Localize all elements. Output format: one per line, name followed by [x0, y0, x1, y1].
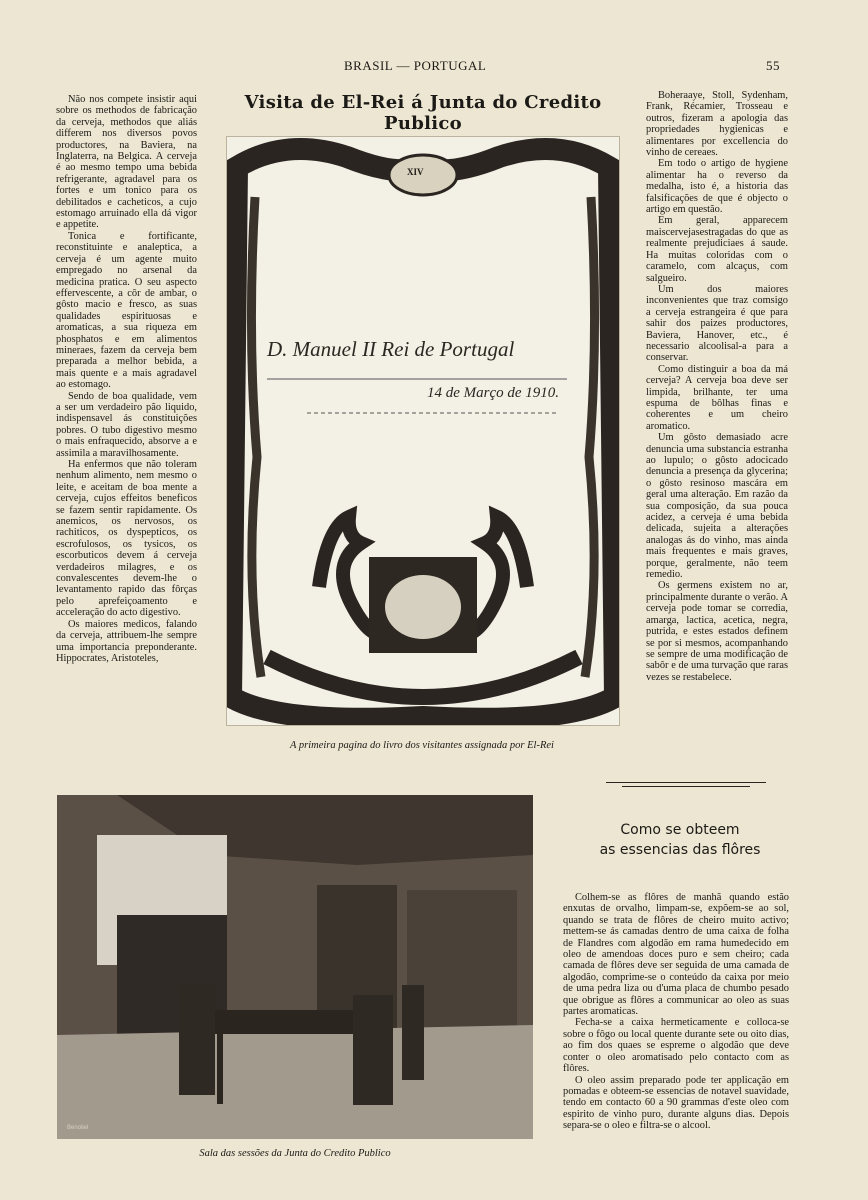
roman-numeral: XIV [407, 167, 424, 177]
flowers-paragraph: Colhem-se as flôres de manhã quando estão enxutas de orvalho, limpam-se, expõem-se ao sol, quando se trata de flôres de cheiro muito activo; mettem-se ás camadas dentro de uma caixa de folha de Flandres com algodão em rama humedecido em oleo de amendoas doces puro e sem cheiro; cada camada de flôres deve ser seguida de uma camada de algodão, comprime-se o conteúdo da caixa por meio de uma pedra liza ou d'uma placa de chumbo pesado que obrigue as flôres a communicar ao oleo as suas partes aromaticas. [563, 892, 789, 1018]
photographer-mark: Benoliel [67, 1125, 89, 1131]
session-room-caption: Sala das sessões da Junta do Credito Publico [199, 1148, 391, 1159]
left-paragraph: Sendo de boa qualidade, vem a ser um verdadeiro pão liquido, indispensavel ás constituições pobres. O tubo digestivo mesmo o mais enfraquecido, absorve a e assimila a maravilhosamente. [56, 390, 197, 459]
session-room-photo [57, 795, 533, 1139]
flowers-title-line: Como se obteem [620, 822, 740, 838]
floor [57, 1025, 533, 1139]
flowers-text [563, 892, 789, 1132]
article-headline: Visita de El-Rei á Junta do Credito Publico [244, 92, 602, 134]
chair [179, 985, 215, 1095]
left-column [56, 94, 197, 664]
page-number: 55 [766, 58, 780, 73]
shield-medallion [385, 575, 461, 639]
frame-scroll-right [585, 197, 595, 677]
signature-date: 14 de Março de 1910. [427, 385, 560, 401]
ornamental-frame-illustration [227, 137, 619, 725]
divider-rule [606, 782, 766, 783]
frame-scroll-left [251, 197, 261, 677]
right-paragraph: Um dos maiores inconvenientes que traz comsigo a cerveja estrangeira é que para sahir dos paizes productores, Baviera, Hanover, etc., é necessario alcoolisal-a para a conservar. [646, 283, 788, 364]
left-paragraph: Os maiores medicos, falando da cerveja, attribuem-lhe sempre uma importancia preponderante. Hippocrates, Aristoteles, [56, 618, 197, 664]
table-leg [217, 1034, 223, 1104]
visitor-book-caption: A primeira pagina do livro dos visitantes assignada por El-Rei [290, 740, 554, 751]
session-room-illustration [57, 795, 533, 1139]
left-paragraph: Tonica e fortificante, reconstituinte e analeptica, a cerveja é um agente muito empregado no arsenal da medicina pratica. O seu aspecto effervescente, a côr de ambar, o gôsto macio e fresco, as suas qualidades espirituosas e aromaticas, a sua riqueza em phosphatos e em alimentos mineraes, fazem da cerveja bem preparada a melhor bebida, a mais quente e a mais agradavel ao estomago. [56, 230, 197, 391]
visitor-book-photo [226, 136, 620, 726]
right-paragraph: Boheraaye, Stoll, Sydenham, Frank, Récamier, Trosseau e outros, fizeram a apologia das propriedades hygienicas e alimentares por excellencia do vinho de cereaes. [646, 90, 788, 159]
right-paragraph: Os germens existem no ar, principalmente durante o verão. A cerveja pode tomar se corredia, amarga, lactica, acetica, negra, putrida, e estes estados definem se por si mesmos, acompanhando se sempre de uma modificação de sabôr e de uma turvação que raras vezes se restabelece. [646, 580, 788, 683]
flowers-title [560, 820, 800, 860]
right-paragraph: Em geral, apparecem maiscervejasestragadas do que as realmente prejudiciaes á saude. Ha muitas coloridas com o caramelo, com alcaçus, com salgueiro. [646, 215, 788, 284]
chair [353, 995, 393, 1105]
frame-base [267, 657, 579, 697]
right-paragraph: Em todo o artigo de hygiene alimentar ha o reverso da medalha, isto é, a historia das falsificações de que é objecto o artigo em questão. [646, 158, 788, 216]
royal-signature: D. Manuel II Rei de Portugal [267, 337, 515, 361]
flowers-paragraph: O oleo assim preparado pode ter applicação em pomadas e obteem-se essencias de notavel suavidade, tendo em contacto 60 a 90 grammas d'este oleo com espirito de vinho puro, durante alguns dias. Depois separa-se o oleo e filtra-se o alcool. [563, 1074, 789, 1132]
right-paragraph: Um gôsto demasiado acre denuncia uma substancia estranha ao lupulo; o gôsto adocicado denuncia a presença da glycerina; o gôsto resinoso mascára em geral uma alteração. Em razão da sua composição, da sua pouca acidez, a cerveja é uma bebida delicada, sujeita a alterações analogas ás do vinho, mas ainda mais frequentes e mais graves, porque, geralmente, não teem remedio. [646, 432, 788, 581]
left-paragraph: Ha enfermos que não toleram nenhum alimento, nem mesmo o leite, e aceitam de boa mente a cerveja, cujos effeitos beneficos se fazem sentir rapidamente. Os anemicos, os nervosos, os rachiticos, os dyspepticos, os escrofulosos, os tysicos, os escorbuticos devem á cerveja verdadeiros milagres, e os convalescentes devem-lhe o levantamento rapido das fôrças pelo aprefeiçoamento e acceleração do acto digestivo. [56, 459, 197, 619]
right-paragraph: Como distinguir a boa da má cerveja? A cerveja boa deve ser limpida, brilhante, ter uma espuma de bôlhas finas e coherentes e um cheiro aromatico. [646, 363, 788, 432]
chair [402, 985, 424, 1080]
left-paragraph: Não nos compete insistir aqui sobre os methodos de fabricação da cerveja, methodos que aliás differem nos diversos povos productores, na Baviera, na Inglaterra, na Belgica. A cerveja é ao mesmo tempo uma bebida refrigerante, agradavel para os fortes e um tonico para os debilitados e cacheticos, a cujo estomago arruinado ella dá vigor e appetite. [56, 94, 197, 231]
running-header: BRASIL — PORTUGAL [344, 58, 487, 73]
flowers-title-line: as essencias das flôres [599, 842, 761, 858]
right-column [646, 90, 788, 683]
divider-rule [622, 786, 750, 787]
flowers-paragraph: Fecha-se a caixa hermeticamente e colloca-se sobre o fôgo ou local quente durante sete ou oito dias, ao fim dos quaes se espreme o algodão que deve conter o oleo aromatisado pelo contacto com as flôres. [563, 1017, 789, 1075]
